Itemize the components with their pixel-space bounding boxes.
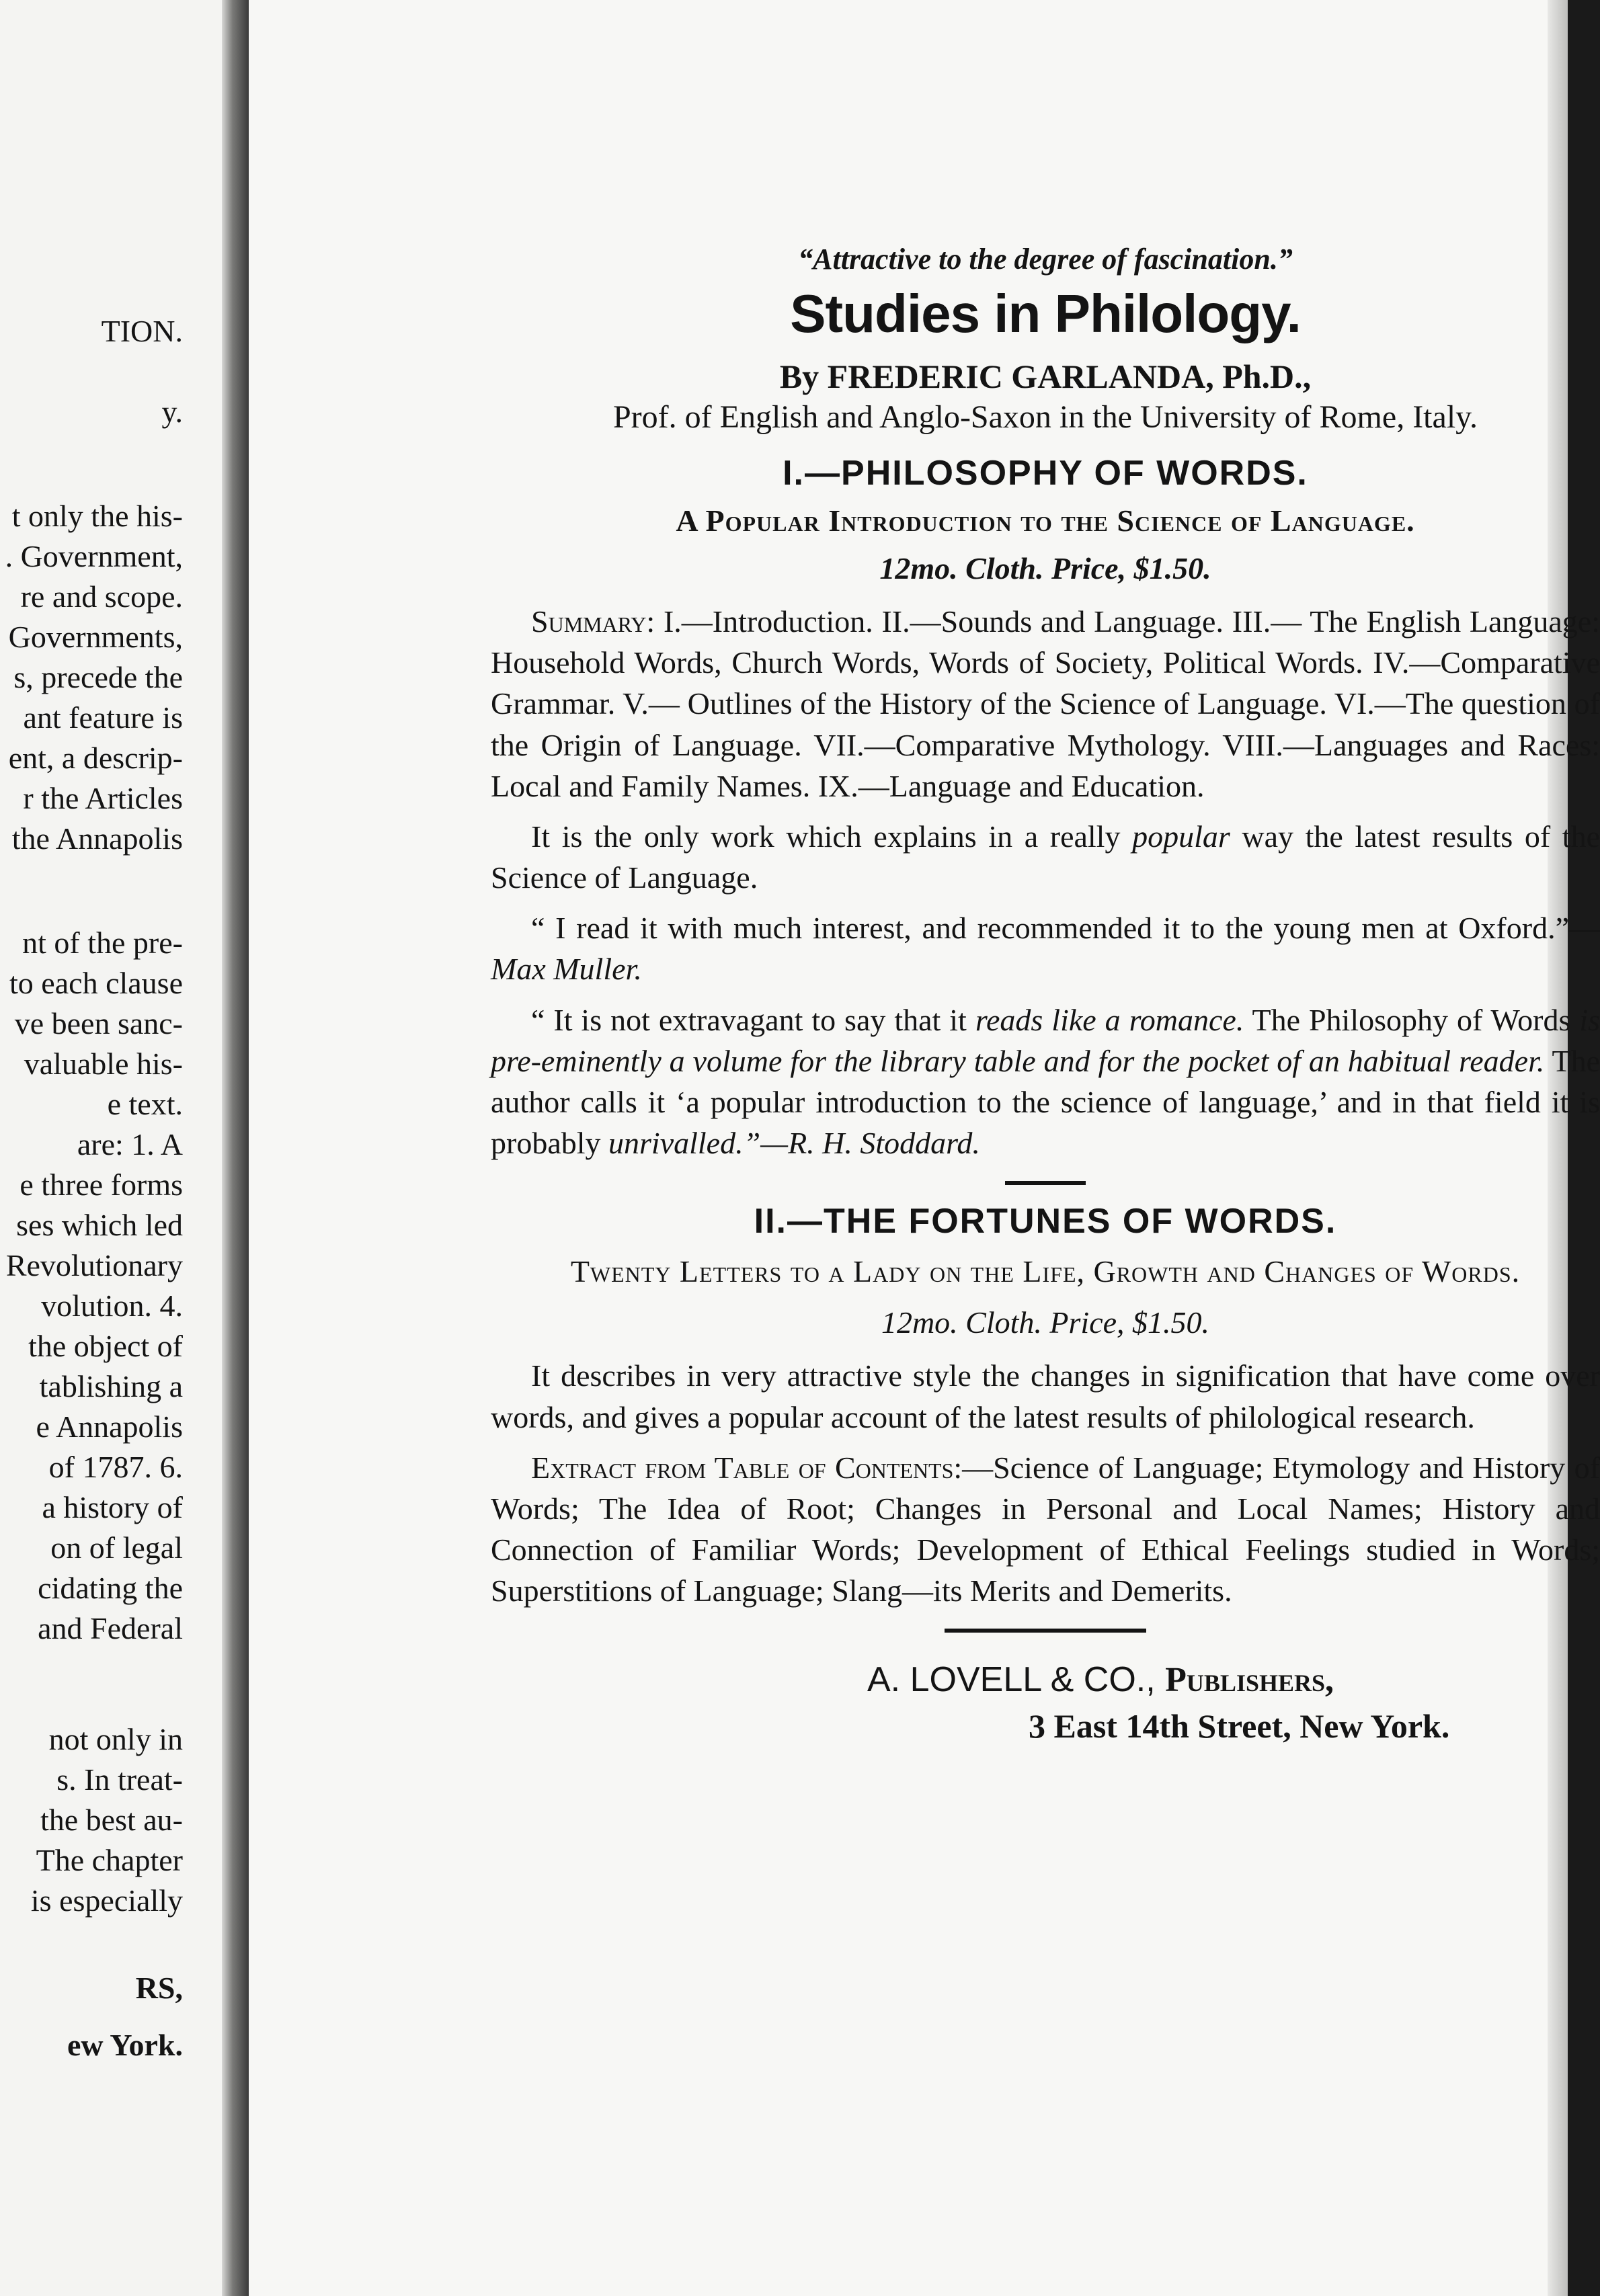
left-page-line: are: 1. A <box>77 1127 183 1161</box>
publisher-name: A. LOVELL & CO., <box>867 1660 1156 1700</box>
left-page-line: a history of <box>42 1490 183 1524</box>
section-divider <box>1005 1181 1086 1185</box>
part2-subtitle: Twenty Letters to a Lady on the Life, Growth and Changes of Words. <box>570 1254 1521 1289</box>
epigraph: “Attractive to the degree of fascination.” <box>798 243 1293 276</box>
left-page-line: e Annapolis <box>36 1409 183 1444</box>
description-emphasis: popular <box>1132 819 1230 854</box>
quote-muller-text: “ I read it with much interest, and recommended it to the young men at Oxford.”— <box>531 911 1600 946</box>
part1-subtitle: A Popular Introduction to the Science of Language. <box>676 503 1415 538</box>
left-page-line: on of legal <box>50 1530 183 1565</box>
part2-title: II.—THE FORTUNES OF WORDS. <box>754 1202 1337 1241</box>
book-gutter <box>222 0 249 2296</box>
left-page-line: e three forms <box>19 1167 183 1202</box>
left-page-line: y. <box>161 395 183 429</box>
left-page-line: ve been sanc- <box>14 1006 183 1040</box>
left-page <box>0 0 222 2296</box>
left-page-line: the object of <box>28 1329 183 1363</box>
left-page-line: s. In treat- <box>56 1762 183 1797</box>
left-page-line: s, precede the <box>13 660 183 694</box>
left-page-line: Governments, <box>8 620 183 654</box>
left-page-line: RS, <box>135 1971 183 2005</box>
right-page <box>249 0 1600 2296</box>
description-text-end: way the latest results of the Science of Language. <box>491 819 1600 895</box>
part1-price: 12mo. Cloth. Price, $1.50. <box>879 551 1211 585</box>
quote-stoddard-text-3: The author calls it ‘a popular introduction to the science of language,’ and in that field it is probably <box>491 1043 1600 1161</box>
left-page-line: e text. <box>107 1087 183 1121</box>
left-page-line: ent, a descrip- <box>8 741 183 775</box>
left-page-line: cidating the <box>38 1571 183 1605</box>
description-text: It is the only work which explains in a really <box>531 819 1133 854</box>
left-page-line: the best au- <box>40 1803 183 1837</box>
left-page-line: Revolutionary <box>5 1248 183 1282</box>
left-page-line: t only the his- <box>11 499 183 533</box>
left-page-line: volution. 4. <box>41 1288 183 1323</box>
left-page-line: re and scope. <box>20 579 183 614</box>
quote-muller <box>491 907 1600 989</box>
left-page-line: to each clause <box>9 966 183 1000</box>
publisher-address: 3 East 14th Street, New York. <box>1029 1707 1450 1746</box>
publisher-suffix: Publishers, <box>1165 1661 1334 1700</box>
advertisement <box>491 242 1600 1746</box>
author-affiliation: Prof. of English and Anglo-Saxon in the University of Rome, Italy. <box>612 399 1478 435</box>
contents-label: Extract from Table of Contents <box>531 1450 954 1485</box>
part2-contents <box>491 1447 1600 1612</box>
quote-stoddard-em-2: is pre-eminently a volume for the library table and for the pocket of an habitual reader. <box>491 1002 1600 1078</box>
left-page-line: not only in <box>48 1722 183 1756</box>
author-line: By FREDERIC GARLANDA, Ph.D., <box>779 358 1312 395</box>
left-page-line: and Federal <box>38 1611 183 1645</box>
part1-description <box>491 816 1600 898</box>
quote-stoddard-source: unrivalled.”—R. H. Stoddard. <box>608 1126 980 1161</box>
part2-description: It describes in very attractive style the changes in signification that have come over words, and gives a popular account of the latest results of philological research. <box>491 1358 1600 1434</box>
quote-stoddard-text-1: “ It is not extravagant to say that it <box>531 1002 975 1037</box>
publisher-divider <box>945 1629 1146 1633</box>
summary-label: Summary <box>531 604 647 639</box>
quote-muller-source: Max Muller. <box>491 952 642 987</box>
part1-title: I.—PHILOSOPHY OF WORDS. <box>783 454 1308 493</box>
summary-text: : I.—Introduction. II.—Sounds and Language. III.— The English Language: Household Words, Church Words, Words of Society, Political Words. IV.—Comparative Grammar. V.— Outlines of the History of the Science of Language. VI.—The question of the Origin of Language. VII.—Comparative Mythology. VIII.—Languages and Races: Local and Family Names. IX.—Language and Education. <box>491 604 1600 803</box>
left-page-line: tablishing a <box>39 1369 183 1403</box>
left-page-line: ses which led <box>16 1208 183 1242</box>
contents-text: :—Science of Language; Etymology and History of Words; The Idea of Root; Changes in Personal and Local Names; History and Connection of Familiar Words; Development of Ethical Feelings studied in Words; Superstitions of Language; Slang—its Merits and Demerits. <box>491 1450 1600 1608</box>
left-page-line: . Government, <box>5 539 183 573</box>
left-page-line: TION. <box>101 314 183 348</box>
left-page-line: valuable his- <box>24 1047 183 1081</box>
publisher-line <box>491 1659 1600 1700</box>
left-page-line: the Annapolis <box>11 821 183 856</box>
part1-summary <box>491 601 1600 807</box>
left-page-line: ew York. <box>67 2028 183 2062</box>
part2-price: 12mo. Cloth. Price, $1.50. <box>881 1305 1210 1340</box>
left-page-line: ant feature is <box>23 700 183 735</box>
left-page-line: r the Articles <box>23 781 183 815</box>
left-page-line: of 1787. 6. <box>48 1450 183 1484</box>
quote-stoddard <box>491 999 1600 1164</box>
book-title: Studies in Philology. <box>790 284 1301 343</box>
left-page-line: nt of the pre- <box>22 926 183 960</box>
left-page-line: is especially <box>30 1883 183 1918</box>
left-page-line: The chapter <box>36 1843 183 1877</box>
quote-stoddard-em-1: reads like a romance. <box>975 1002 1244 1037</box>
quote-stoddard-text-2: The Philosophy of Words <box>1244 1002 1580 1037</box>
